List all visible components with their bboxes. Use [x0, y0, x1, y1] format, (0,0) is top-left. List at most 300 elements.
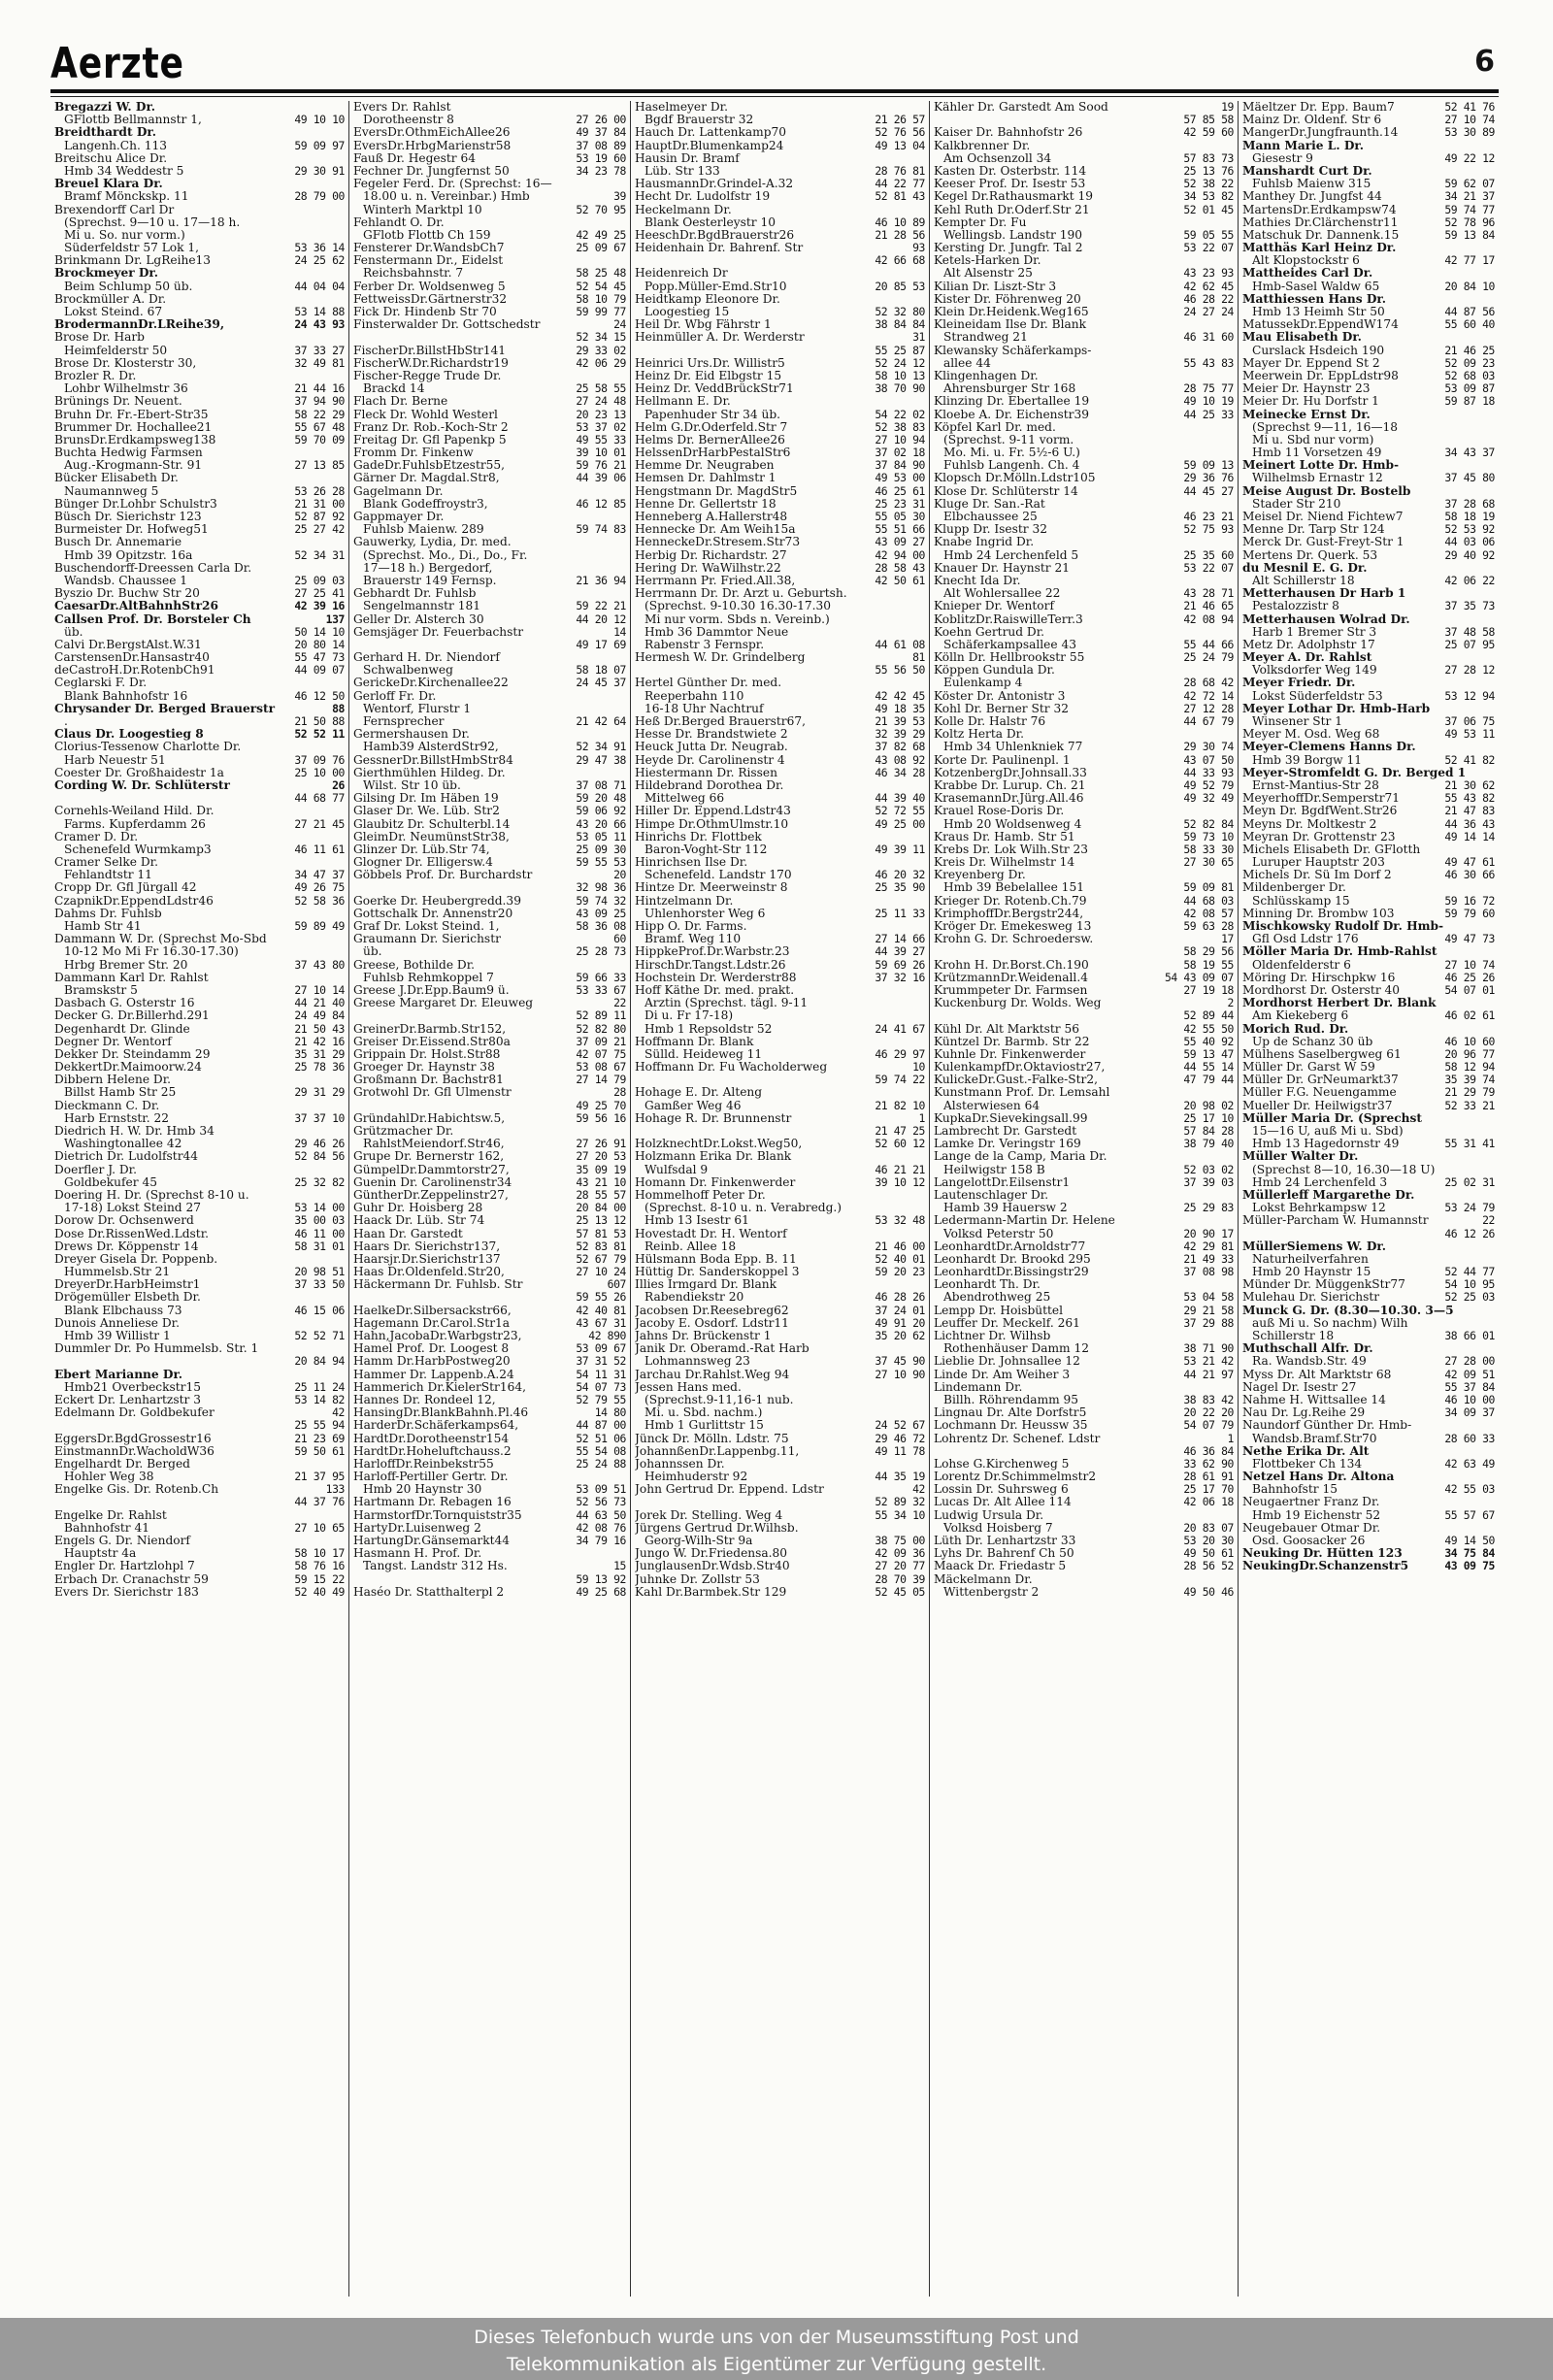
entry-phone-number: 52 58 36 — [294, 894, 345, 908]
directory-entry — [1242, 1125, 1495, 1138]
entry-text: DekkertDr.Maimoorw.24 — [54, 1061, 202, 1074]
entry-phone-number: 25 55 94 — [294, 1419, 345, 1433]
entry-text: Brinkmann Dr. LgReihe13 — [54, 254, 212, 268]
directory-entry — [353, 1023, 626, 1036]
directory-entry — [353, 1535, 626, 1547]
entry-text: Gilsing Dr. Im Häben 19 — [353, 792, 499, 806]
directory-entry — [635, 1394, 925, 1406]
entry-text: Metz Dr. Adolphstr 17 — [1242, 638, 1375, 651]
entry-phone-number: 53 09 87 — [1444, 382, 1495, 396]
entry-text: 17-18) Lokst Steind 27 — [64, 1202, 201, 1215]
directory-entry — [54, 984, 345, 997]
directory-entry — [353, 536, 626, 548]
entry-phone-number: 46 28 22 — [1183, 292, 1234, 306]
entry-phone-number: 34 53 82 — [1183, 190, 1234, 204]
directory-entry — [54, 1202, 345, 1214]
entry-text: Franz Dr. Rob.-Koch-Str 2 — [353, 420, 509, 434]
entry-phone-number: 58 12 94 — [1444, 1061, 1495, 1074]
entry-text: Knauer Dr. Haynstr 21 — [934, 561, 1070, 575]
entry-text: Giesestr 9 — [1252, 151, 1313, 165]
entry-text: Heidenhain Dr. Bahrenf. Str — [635, 242, 804, 255]
entry-phone-number: 25 78 36 — [294, 1061, 345, 1074]
directory-entry — [353, 1342, 626, 1355]
entry-phone-number: 44 68 77 — [294, 792, 345, 806]
directory-entry — [934, 434, 1234, 446]
entry-text: Blank Bahnhofstr 16 — [64, 689, 188, 703]
entry-text: Bramf Mönckskp. 11 — [64, 190, 189, 204]
directory-entry — [353, 446, 626, 459]
entry-phone-number: 21 47 83 — [1444, 805, 1495, 818]
entry-text: Fischer-Regge Trude Dr. — [353, 369, 502, 382]
entry-text: Doering H. Dr. (Sprechst 8-10 u. — [54, 1188, 249, 1202]
entry-phone-number: 47 79 44 — [1183, 1074, 1234, 1087]
entry-text: Hellmann E. Dr. — [635, 395, 731, 409]
entry-text: FischerW.Dr.Richardstr19 — [353, 356, 509, 370]
entry-text: Greese, Bothilde Dr. — [353, 958, 476, 972]
directory-entry — [353, 1317, 626, 1330]
directory-entry — [54, 945, 345, 958]
directory-entry — [934, 216, 1234, 229]
entry-phone-number: 27 14 79 — [576, 1074, 626, 1087]
entry-phone-number: 59 87 18 — [1444, 395, 1495, 409]
directory-entry — [54, 523, 345, 536]
entry-phone-number: 21 23 69 — [294, 1432, 345, 1445]
directory-entry — [635, 498, 925, 511]
entry-phone-number: 28 — [613, 1086, 626, 1100]
directory-entry — [54, 1240, 345, 1253]
entry-text: Münder Dr. MüggenkStr77 — [1242, 1278, 1405, 1292]
entry-text: Hmb-Sasel Waldw 65 — [1252, 280, 1380, 293]
entry-phone-number: 54 11 31 — [576, 1368, 626, 1381]
entry-text: Heinmüller A. Dr. Werderstr — [635, 331, 805, 345]
entry-phone-number: 27 24 48 — [576, 395, 626, 409]
entry-phone-number: 54 22 02 — [875, 408, 925, 421]
directory-entry — [934, 421, 1234, 434]
directory-entry — [353, 395, 626, 408]
entry-phone-number: 27 10 90 — [875, 1368, 925, 1381]
directory-entry — [635, 1023, 925, 1036]
entry-text: Glogner Dr. Elligersw.4 — [353, 856, 493, 870]
entry-text: Bünger Dr.Lohbr Schulstr3 — [54, 497, 217, 511]
entry-text: Müller Maria Dr. (Sprechst — [1242, 1111, 1423, 1125]
entry-phone-number: 59 63 28 — [1183, 920, 1234, 933]
directory-entry — [1242, 382, 1495, 395]
entry-text: LeonhardtDr.Arnoldstr77 — [934, 1240, 1086, 1253]
entry-text: Glinzer Dr. Lüb.Str 74, — [353, 843, 490, 856]
entry-phone-number: 52 40 49 — [294, 1585, 345, 1599]
entry-phone-number: 26 — [332, 778, 345, 792]
entry-phone-number: 29 21 58 — [1183, 1304, 1234, 1317]
entry-text: Hannes Dr. Rondeel 12, — [353, 1393, 496, 1406]
entry-text: Abendrothweg 25 — [943, 1291, 1051, 1305]
entry-text: Kilian Dr. Liszt-Str 3 — [934, 280, 1057, 293]
directory-entry — [353, 1406, 626, 1419]
entry-phone-number: 44 20 12 — [576, 612, 626, 626]
entry-text: Lokst Behrkampsw 12 — [1252, 1202, 1386, 1215]
directory-entry — [353, 281, 626, 293]
directory-entry — [54, 409, 345, 421]
entry-phone-number: 37 33 50 — [294, 1278, 345, 1292]
entry-text: Brose Dr. Harb — [54, 331, 145, 345]
entry-phone-number: 52 40 01 — [875, 1252, 925, 1266]
directory-entry — [54, 1164, 345, 1176]
entry-phone-number: 53 04 58 — [1183, 1291, 1234, 1305]
entry-text: Lohmannsweg 23 — [644, 1355, 750, 1369]
entry-text: Hermesh W. Dr. Grindelberg — [635, 651, 806, 665]
entry-text: Jungo W. Dr.Friedensa.80 — [635, 1547, 788, 1561]
entry-phone-number: 42 08 57 — [1183, 907, 1234, 920]
directory-entry — [1242, 1445, 1495, 1458]
entry-text: Hülsmann Boda Epp. B. 11 — [635, 1252, 797, 1266]
entry-text: Minning Dr. Brombw 103 — [1242, 907, 1395, 920]
entry-text: Harb Ernststr. 22 — [64, 1111, 170, 1125]
entry-text: Ceglarski F. Dr. — [54, 677, 148, 690]
directory-entry — [54, 575, 345, 587]
directory-entry — [934, 267, 1234, 280]
directory-entry — [1242, 345, 1495, 357]
entry-text: Klingenhagen Dr. — [934, 369, 1039, 382]
entry-text: Fehlandt O. Dr. — [353, 215, 445, 229]
directory-entry — [934, 639, 1234, 651]
entry-text: Heidtkamp Eleonore Dr. — [635, 292, 780, 306]
entry-phone-number: 27 19 18 — [1183, 983, 1234, 997]
entry-text: Lorentz Dr.Schimmelmstr2 — [934, 1471, 1097, 1484]
entry-text: Krohn H. Dr.Borst.Ch.190 — [934, 958, 1089, 972]
directory-entry — [635, 523, 925, 536]
entry-text: Heilwigstr 158 B — [943, 1163, 1045, 1176]
directory-entry — [353, 485, 626, 498]
entry-phone-number: 44 21 97 — [1183, 1368, 1234, 1381]
directory-entry — [635, 728, 925, 741]
entry-text: Harb 1 Bremer Str 3 — [1252, 625, 1377, 639]
directory-entry — [934, 446, 1234, 459]
entry-text: Koltz Herta Dr. — [934, 728, 1025, 742]
entry-text: Juhnke Dr. Zollstr 53 — [635, 1572, 760, 1586]
entry-phone-number: 14 — [613, 625, 626, 639]
entry-phone-number: 44 37 76 — [294, 1496, 345, 1509]
directory-entry — [1242, 881, 1495, 894]
entry-text: Kuhnle Dr. Finkenwerder — [934, 1047, 1086, 1061]
entry-phone-number: 46 25 26 — [1444, 971, 1495, 984]
entry-text: Doerfler J. Dr. — [54, 1163, 138, 1176]
entry-phone-number: 25 29 83 — [1183, 1202, 1234, 1215]
directory-entry — [934, 767, 1234, 779]
directory-entry — [635, 1150, 925, 1163]
entry-text: Grippain Dr. Holst.Str88 — [353, 1047, 501, 1061]
entry-phone-number: 24 52 67 — [875, 1419, 925, 1433]
directory-entry — [635, 1305, 925, 1317]
directory-entry — [353, 1471, 626, 1483]
entry-text: Mordhorst Dr. Osterstr 40 — [1242, 983, 1401, 997]
entry-phone-number: 28 60 33 — [1444, 1432, 1495, 1445]
directory-entry — [934, 792, 1234, 805]
directory-entry — [635, 511, 925, 523]
directory-entry — [934, 997, 1234, 1009]
directory-entry — [1242, 728, 1495, 741]
entry-text: Lüth Dr. Lenhartzstr 33 — [934, 1535, 1076, 1547]
entry-text: GreinerDr.Barmb.Str152, — [353, 1022, 507, 1036]
entry-text: Grupe Dr. Bernerstr 162, — [353, 1150, 505, 1164]
directory-entry — [934, 318, 1234, 331]
entry-phone-number: 35 09 19 — [576, 1163, 626, 1176]
entry-text: Lichtner Dr. Wilhsb — [934, 1330, 1051, 1342]
entry-phone-number: 58 31 01 — [294, 1240, 345, 1253]
entry-text: MeyerhoffDr.Semperstr71 — [1242, 792, 1401, 806]
directory-entry — [635, 485, 925, 498]
entry-phone-number: 46 25 61 — [875, 484, 925, 498]
entry-text: Herrmann Pr. Fried.All.38, — [635, 574, 796, 587]
directory-entry — [934, 114, 1234, 126]
entry-phone-number: 20 80 14 — [294, 638, 345, 651]
directory-entry — [54, 1586, 345, 1599]
entry-text: . — [64, 715, 68, 728]
entry-text: Matthäs Karl Heinz Dr. — [1242, 242, 1397, 255]
entry-text: Mittelweg 66 — [644, 792, 725, 806]
directory-entry — [635, 1560, 925, 1572]
entry-phone-number: 20 23 13 — [576, 408, 626, 421]
entry-text: du Mesnil E. G. Dr. — [1242, 561, 1368, 575]
entry-text: Schillerstr 18 — [1252, 1330, 1335, 1342]
directory-entry — [1242, 1496, 1495, 1508]
directory-entry — [353, 204, 626, 216]
entry-text: Jürgens Gertrud Dr.Wilhsb. — [635, 1521, 799, 1535]
directory-entry — [1242, 984, 1495, 997]
directory-entry — [934, 140, 1234, 152]
entry-phone-number: 59 76 21 — [576, 459, 626, 473]
entry-text: Kersting Dr. Jungfr. Tal 2 — [934, 242, 1083, 255]
entry-text: Hochstein Dr. Werderstr88 — [635, 971, 797, 984]
header-rule-thin — [50, 96, 1499, 97]
directory-entry — [353, 908, 626, 920]
entry-phone-number: 44 61 08 — [875, 638, 925, 651]
entry-phone-number: 29 47 38 — [576, 753, 626, 767]
directory-entry — [635, 600, 925, 612]
entry-phone-number: 21 42 64 — [576, 715, 626, 728]
directory-entry — [353, 1330, 626, 1342]
directory-entry — [54, 114, 345, 126]
directory-entry — [934, 1496, 1234, 1508]
entry-phone-number: 81 — [912, 651, 925, 665]
entry-phone-number: 25 17 10 — [1183, 1111, 1234, 1125]
directory-entry — [1242, 933, 1495, 945]
entry-text: Evers Dr. Sierichstr 183 — [54, 1585, 199, 1599]
entry-text: Finsterwalder Dr. Gottschedstr — [353, 318, 541, 332]
directory-entry — [934, 1560, 1234, 1572]
entry-text: CaesarDr.AltBahnhStr26 — [54, 600, 218, 613]
directory-entry — [1242, 204, 1495, 216]
entry-text: Holzmann Erika Dr. Blank — [635, 1150, 792, 1164]
entry-text: Janik Dr. Oberamd.-Rat Harb — [635, 1342, 810, 1356]
directory-entry — [934, 1202, 1234, 1214]
directory-entry — [54, 281, 345, 293]
directory-entry — [54, 254, 345, 267]
entry-phone-number: 25 09 03 — [294, 574, 345, 587]
entry-text: Hiestermann Dr. Rissen — [635, 766, 777, 779]
entry-text: Buschendorff-Dreessen Carla Dr. — [54, 561, 252, 575]
entry-phone-number: 37 08 89 — [576, 139, 626, 152]
entry-text: Lohrentz Dr. Schenef. Ldstr — [934, 1432, 1101, 1445]
entry-text: Hmb 24 Lerchenfeld 5 — [943, 548, 1079, 562]
directory-entry — [635, 972, 925, 984]
entry-text: GümpelDr.Dammtorstr27, — [353, 1163, 510, 1176]
entry-text: Osd. Goosacker 26 — [1252, 1535, 1366, 1547]
directory-entry — [1242, 114, 1495, 126]
directory-entry — [54, 1547, 345, 1560]
entry-text: Keeser Prof. Dr. Isestr 53 — [934, 178, 1086, 191]
entry-phone-number: 37 29 88 — [1183, 1316, 1234, 1330]
entry-text: Curslack Hsdeich 190 — [1252, 344, 1385, 357]
entry-phone-number: 53 14 00 — [294, 1202, 345, 1215]
directory-entry — [54, 1189, 345, 1202]
entry-phone-number: 52 09 23 — [1444, 356, 1495, 370]
entry-text: Mau Elisabeth Dr. — [1242, 331, 1362, 345]
directory-entry — [635, 754, 925, 767]
directory-entry — [635, 1317, 925, 1330]
directory-entry — [1242, 306, 1495, 318]
entry-phone-number: 24 27 24 — [1183, 306, 1234, 318]
directory-entry — [353, 831, 626, 843]
directory-entry — [353, 140, 626, 152]
entry-text: Jorek Dr. Stelling. Weg 4 — [635, 1508, 783, 1522]
entry-phone-number: 27 10 74 — [1444, 114, 1495, 127]
entry-text: Mäckelmann Dr. — [934, 1572, 1033, 1586]
entry-text: Degenhardt Dr. Glinde — [54, 1022, 190, 1036]
entry-phone-number: 46 10 89 — [875, 215, 925, 229]
directory-entry — [1242, 1214, 1495, 1227]
entry-phone-number: 24 45 37 — [576, 677, 626, 690]
entry-text: Mainz Dr. Oldenf. Str 6 — [1242, 114, 1382, 127]
entry-text: KulenkampfDr.Oktaviostr27, — [934, 1061, 1106, 1074]
entry-phone-number: 27 20 77 — [875, 1560, 925, 1573]
entry-text: CzapnikDr.EppendLdstr46 — [54, 894, 214, 908]
directory-entry — [54, 140, 345, 152]
directory-entry — [353, 523, 626, 536]
entry-phone-number: 27 21 45 — [294, 817, 345, 831]
entry-text: Reichsbahnstr. 7 — [363, 267, 464, 281]
entry-text: HartungDr.Gänsemarkt44 — [353, 1535, 511, 1547]
entry-text: MatussekDr.EppendW174 — [1242, 318, 1399, 332]
entry-text: KrützmannDr.Weidenall.4 — [934, 971, 1088, 984]
directory-entry — [635, 370, 925, 382]
entry-text: Mi nur vorm. Sbds n. Vereinb.) — [644, 612, 830, 626]
directory-entry — [353, 1176, 626, 1189]
entry-text: Fromm Dr. Finkenw — [353, 446, 474, 460]
entry-text: Hmb 39 Opitzstr. 16a — [64, 548, 193, 562]
entry-text: Diedrich H. W. Dr. Hmb 34 — [54, 1125, 215, 1138]
entry-phone-number: 29 30 91 — [294, 164, 345, 178]
entry-text: Winsener Str 1 — [1252, 715, 1342, 728]
directory-entry — [54, 1522, 345, 1535]
directory-entry — [635, 869, 925, 881]
entry-phone-number: 55 44 66 — [1183, 638, 1234, 651]
entry-phone-number: 32 49 81 — [294, 356, 345, 370]
entry-text: 10-12 Mo Mi Fr 16.30-17.30) — [64, 945, 239, 959]
entry-text: Strandweg 21 — [943, 331, 1028, 345]
entry-text: Lokst Süderfeldstr 53 — [1252, 689, 1383, 703]
directory-entry — [54, 1291, 345, 1304]
directory-entry — [1242, 843, 1495, 856]
directory-entry — [934, 409, 1234, 421]
directory-entry — [54, 805, 345, 817]
entry-text: Hipp O. Dr. Farms. — [635, 920, 747, 933]
entry-text: HardtDr.Dorotheenstr154 — [353, 1432, 510, 1445]
entry-text: Büsch Dr. Sierichstr 123 — [54, 511, 202, 523]
directory-entry — [54, 959, 345, 972]
entry-phone-number: 59 15 22 — [294, 1572, 345, 1586]
directory-entry — [934, 306, 1234, 318]
entry-text: Fenstermann Dr., Eidelst — [353, 254, 504, 268]
directory-entry — [1242, 281, 1495, 293]
entry-text: Müller Walter Dr. — [1242, 1150, 1359, 1164]
directory-entry — [1242, 1342, 1495, 1355]
directory-entry — [353, 382, 626, 395]
directory-entry — [635, 165, 925, 178]
entry-text: Germershausen Dr. — [353, 728, 470, 742]
directory-entry — [54, 626, 345, 639]
directory-entry — [1242, 920, 1495, 933]
entry-text: Lyhs Dr. Bahrenf Ch 50 — [934, 1547, 1074, 1561]
directory-entry — [353, 1445, 626, 1458]
directory-column — [631, 101, 930, 2297]
directory-entry — [1242, 1036, 1495, 1048]
entry-text: Rabenstr 3 Fernspr. — [644, 638, 765, 651]
entry-text: Lempp Dr. Hoisbüttel — [934, 1304, 1064, 1317]
entry-text: Ebert Marianne Dr. — [54, 1368, 183, 1381]
entry-text: Hamb 39 Hauersw 2 — [943, 1202, 1068, 1215]
entry-text: Brummer Dr. Hochallee21 — [54, 420, 213, 434]
directory-entry — [635, 1291, 925, 1304]
entry-text: Hintzelmann Dr. — [635, 894, 734, 908]
directory-entry — [353, 869, 626, 881]
directory-entry — [353, 216, 626, 229]
entry-text: Dibbern Helene Dr. — [54, 1074, 172, 1087]
entry-phone-number: 49 17 69 — [576, 638, 626, 651]
directory-entry — [54, 1214, 345, 1227]
entry-text: Hintze Dr. Meerweinstr 8 — [635, 881, 788, 895]
directory-entry — [54, 382, 345, 395]
entry-phone-number: 42 55 03 — [1444, 1483, 1495, 1497]
entry-text: Haan Dr. Garstedt — [353, 1227, 463, 1240]
entry-text: Meyer Friedr. Dr. — [1242, 677, 1356, 690]
entry-text: Fernsprecher — [363, 715, 445, 728]
entry-text: Knieper Dr. Wentorf — [934, 600, 1054, 613]
directory-entry — [54, 843, 345, 856]
entry-phone-number: 44 09 07 — [294, 664, 345, 678]
directory-entry — [934, 1240, 1234, 1253]
directory-entry — [353, 1547, 626, 1560]
entry-phone-number: 42 94 00 — [875, 548, 925, 562]
entry-phone-number: 27 12 28 — [1183, 702, 1234, 715]
directory-entry — [1242, 972, 1495, 984]
directory-entry — [635, 434, 925, 446]
entry-text: Jünck Dr. Mölln. Ldstr. 75 — [635, 1432, 789, 1445]
entry-text: Cropp Dr. Gfl Jürgall 42 — [54, 881, 197, 895]
directory-entry — [934, 1483, 1234, 1496]
entry-phone-number: 24 49 84 — [294, 1009, 345, 1023]
entry-text: Nahme H. Wittsallee 14 — [1242, 1393, 1386, 1406]
entry-text: 15—16 U, auß Mi u. Sbd) — [1252, 1125, 1404, 1138]
directory-entry — [934, 805, 1234, 817]
entry-text: Hasmann H. Prof. Dr. — [353, 1547, 482, 1561]
directory-entry — [353, 1202, 626, 1214]
entry-text: Fuhlsb Rehmkoppel 7 — [363, 971, 494, 984]
entry-phone-number: 52 78 96 — [1444, 215, 1495, 229]
directory-entry — [635, 881, 925, 894]
entry-text: Lange de la Camp, Maria Dr. — [934, 1150, 1107, 1164]
entry-text: Klein Dr.Heidenk.Weg165 — [934, 306, 1089, 318]
directory-entry — [353, 1086, 626, 1099]
entry-text: Hemsen Dr. Dahlmstr 1 — [635, 472, 776, 485]
